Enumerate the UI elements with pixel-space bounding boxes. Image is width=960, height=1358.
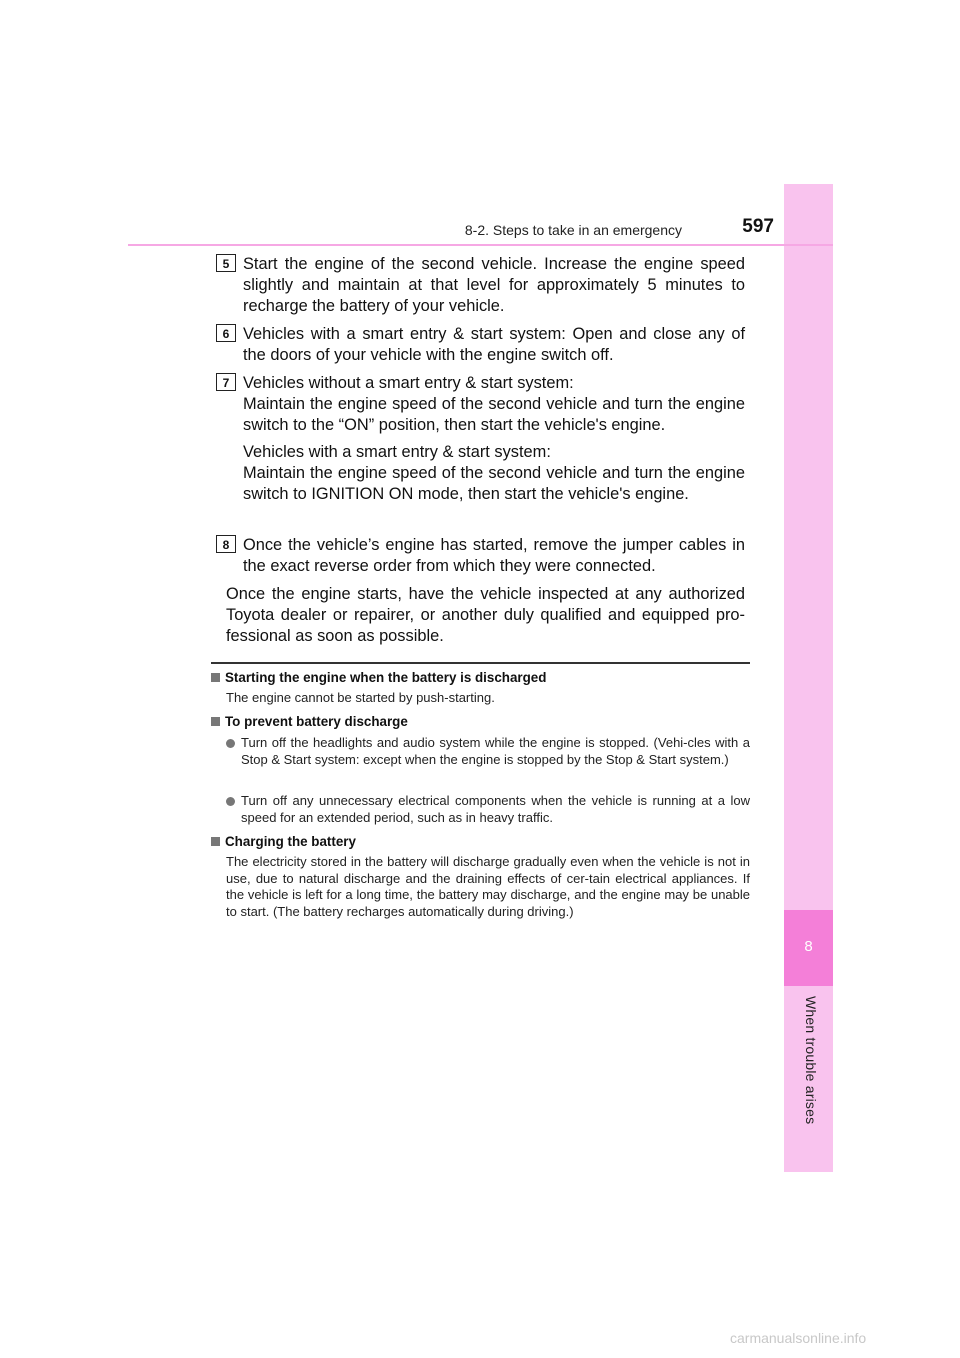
step-text: Once the vehicle’s engine has started, remove the jumper cables in the exact reverse order from which they were connected. bbox=[243, 536, 745, 575]
step-subtext: Maintain the engine speed of the second vehicle and turn the engine switch to the “ON” position, then start the vehicle's engine. bbox=[243, 395, 745, 434]
square-bullet-icon bbox=[211, 717, 220, 726]
notes-divider bbox=[211, 662, 750, 664]
section-title: 8-2. Steps to take in an emergency bbox=[464, 222, 682, 238]
chapter-title: When trouble arises bbox=[803, 996, 819, 1125]
page-number: 597 bbox=[742, 216, 774, 237]
note-heading-text: To prevent battery discharge bbox=[225, 714, 408, 729]
note-bullet bbox=[226, 793, 750, 826]
chapter-number-block bbox=[784, 910, 833, 986]
step-text: Start the engine of the second vehicle. Increase the engine speed slightly and maintain at that level for approximately 5 minutes to recharge the battery of your vehicle. bbox=[243, 255, 745, 315]
header-rule bbox=[128, 244, 833, 246]
note-heading-text: Starting the engine when the battery is discharged bbox=[225, 670, 547, 685]
chapter-side-tab bbox=[784, 184, 833, 1172]
step-number-badge: 6 bbox=[216, 324, 236, 342]
watermark: carmanualsonline.info bbox=[730, 1330, 867, 1346]
closing-paragraph: Once the engine starts, have the vehicle inspected at any authorized Toyota dealer or repairer, or another duly qualified and equipped pro-fessional as soon as possible. bbox=[226, 585, 745, 645]
note-heading-text: Charging the battery bbox=[225, 834, 356, 849]
square-bullet-icon bbox=[211, 837, 220, 846]
step-text bbox=[243, 373, 745, 505]
step-number-badge: 7 bbox=[216, 373, 236, 391]
note-bullet-text: Turn off the headlights and audio system while the engine is stopped. (Vehi-cles with a Stop & Start system: except when the engine is stopped by the Stop & Start system.) bbox=[241, 735, 750, 767]
square-bullet-icon bbox=[211, 673, 220, 682]
note-heading bbox=[211, 834, 356, 849]
note-bullet bbox=[226, 735, 750, 768]
note-text: The engine cannot be started by push-starting. bbox=[226, 690, 495, 705]
step-subtitle: Vehicles with a smart entry & start system: bbox=[243, 443, 551, 461]
circle-bullet-icon bbox=[226, 797, 235, 806]
step-text: Vehicles with a smart entry & start system: Open and close any of the doors of your vehicle with the engine switch off. bbox=[243, 325, 745, 364]
step-subtitle: Vehicles without a smart entry & start system: bbox=[243, 374, 574, 392]
note-heading bbox=[211, 670, 546, 685]
chapter-number: 8 bbox=[804, 938, 813, 955]
step-subtext: Maintain the engine speed of the second vehicle and turn the engine switch to IGNITION ON mode, then start the vehicle's engine. bbox=[243, 464, 745, 503]
note-text: The electricity stored in the battery will discharge gradually even when the vehicle is not in use, due to natural discharge and the draining effects of cer-tain electrical appliances. If the vehicle is left for a long time, the battery may discharge, and the engine may be unable to start. (The battery recharges automatically during driving.) bbox=[226, 854, 750, 919]
circle-bullet-icon bbox=[226, 739, 235, 748]
step-number-badge: 8 bbox=[216, 535, 236, 553]
step-number-badge: 5 bbox=[216, 254, 236, 272]
note-heading bbox=[211, 714, 408, 729]
note-bullet-text: Turn off any unnecessary electrical components when the vehicle is running at a low speed for an extended period, such as in heavy traffic. bbox=[241, 793, 750, 825]
